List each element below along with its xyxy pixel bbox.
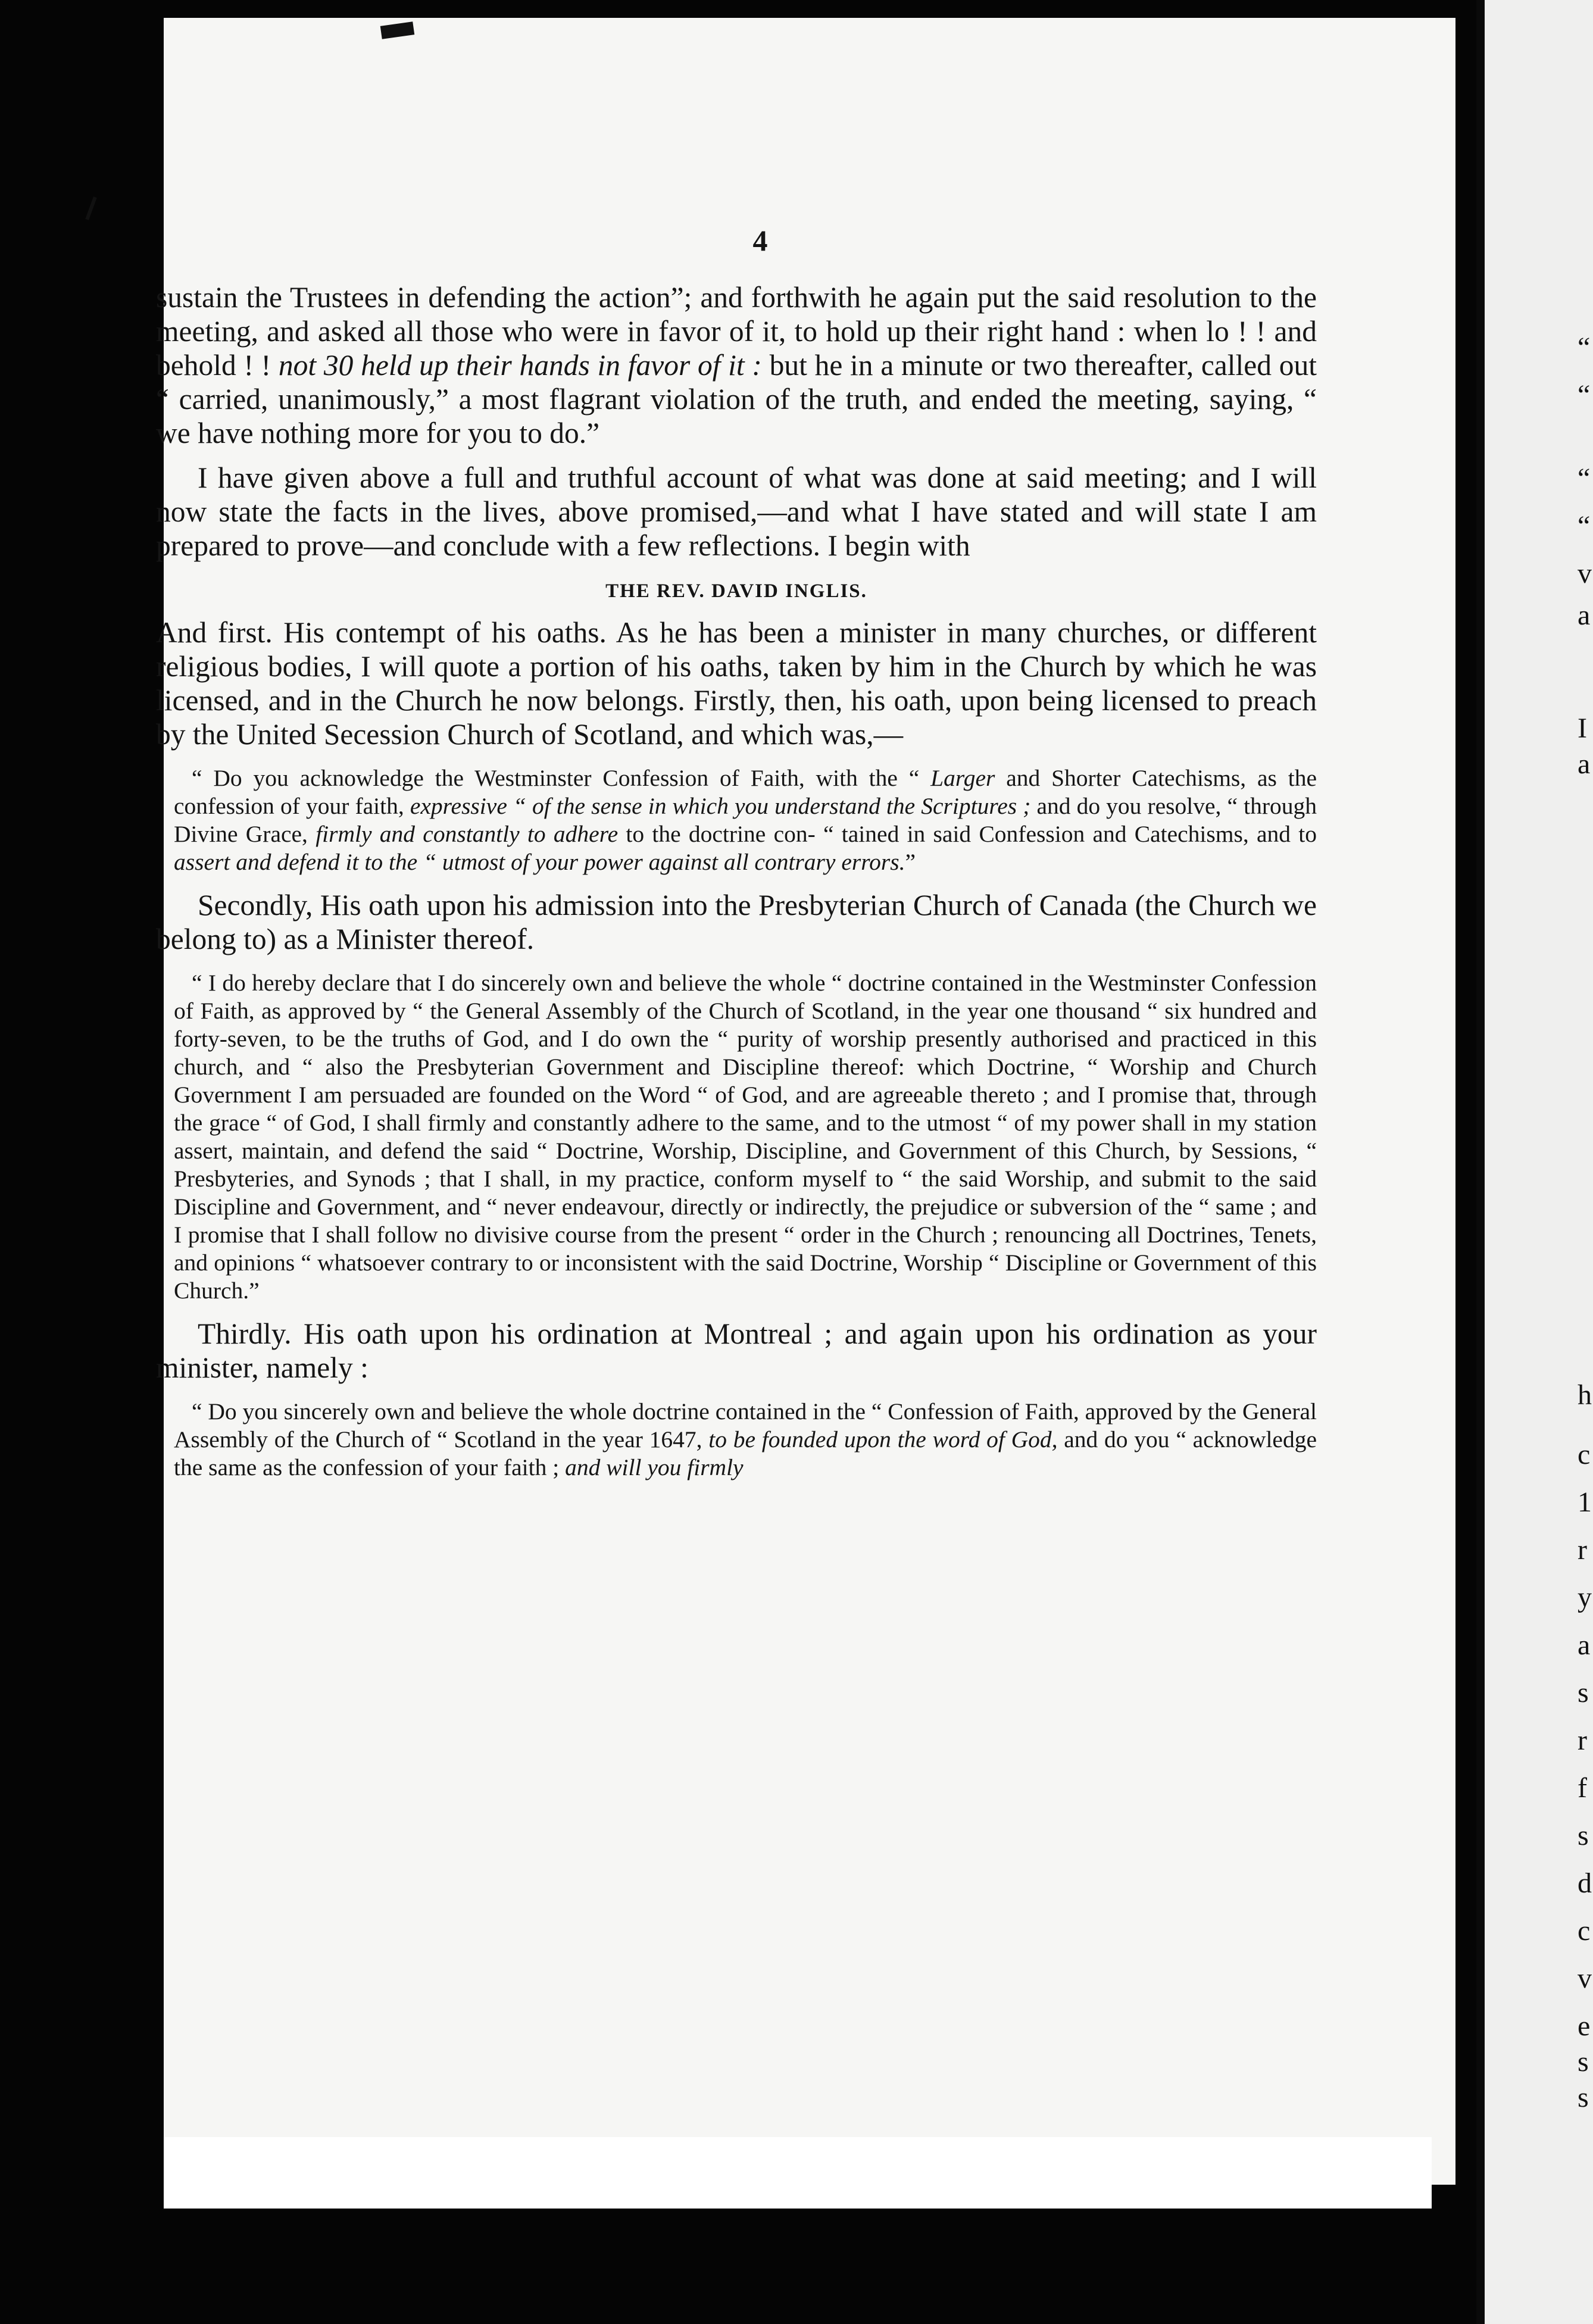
adjacent-page-letter: c [1578,1439,1591,1470]
adjacent-page-letter: I [1578,713,1587,744]
text-segment: and do you resolve, “ through Divine Grace, [174,793,1317,847]
section-heading [156,580,1317,602]
page-bottom-edge [164,2137,1432,2209]
italic-text: and will you firmly [565,1454,744,1480]
text-segment: “ Do you acknowledge the Westminster Confession of Faith, with the “ [192,765,931,791]
body-paragraph [156,616,1317,751]
body-paragraph [156,888,1317,956]
adjacent-page-strip [1476,0,1593,2324]
text-segment: “ I do hereby declare that I do sincerely own and believe the whole “ doctrine contained in the Westminster Confession of Faith, as approved by “ the General Assembly of the Church of Scotland, in the year one thousand “ six hundred and forty-seven, to be the truths of God, and I do own the “ purity of worship presently authorised and practiced in this church, and “ also the Presbyterian Government and Discipline thereof: which Doctrine, “ Worship and Church Government I am persuaded are founded on the Word “ of God, and are agreeable thereto ; and I promise that, through the grace “ of God, I shall firmly and constantly adhere to the same, and to the utmost “ of my power shall in my station assert, maintain, and defend the said “ Doctrine, Worship, Discipline, and Government of this Church, by Sessions, “ Presbyteries, and Synods ; that I shall, in my practice, conform myself to “ the said Worship, and submit to the said Discipline and Government, and “ never endeavour, directly or indirectly, the prejudice or subversion of the “ same ; and I promise that I shall follow no divisive course from the present “ order in the Church ; renouncing all Doctrines, Tenets, and opinions “ whatsoever contrary to or inconsistent with the said Doctrine, Worship “ Discipline or Government of this Church.” [174,970,1317,1304]
body-paragraph [156,280,1317,450]
italic-text: Larger [930,765,995,791]
adjacent-page-letter: h [1578,1379,1592,1411]
text-segment: THE REV. DAVID INGLIS. [605,580,867,602]
adjacent-page-letter: s [1578,2082,1589,2113]
text-segment: Secondly, His oath upon his admission into the Presbyterian Church of Canada (the Church we belong to) as a Minister thereof. [156,889,1317,955]
italic-text: expressive “ of the sense in which you understand the Scriptures ; [410,793,1031,819]
text-segment: And first. His contempt of his oaths. As he has been a minister in many churches, or different religious bodies, I will quote a portion of his oaths, taken by him in the Church by which he was licensed, and in the Church he now belongs. Firstly, then, his oath, upon being licensed to preach by the United Secession Church of Scotland, and which was,— [156,616,1317,751]
text-segment: and do you “ acknowledge the same as the confession of your faith ; [174,1426,1317,1480]
adjacent-page-letter: “ [1578,463,1591,494]
italic-text: firmly and constantly to adhere [316,821,619,847]
page-gutter [1476,0,1485,2324]
quoted-oath [156,1398,1317,1482]
text-flow [156,280,1317,1482]
body-paragraph [156,1317,1317,1385]
adjacent-page-letter: “ [1578,510,1591,542]
adjacent-page-letter: r [1578,1725,1587,1756]
text-segment: ” [905,849,916,875]
adjacent-page-letter: s [1578,2046,1589,2078]
adjacent-page-letter: y [1578,1582,1592,1613]
page-content [156,223,1317,1494]
adjacent-page-letter: a [1578,1629,1591,1661]
text-segment: Thirdly. His oath upon his ordination at Montreal ; and again upon his ordination as your minister, namely : [156,1317,1317,1384]
text-segment: I have given above a full and truthful account of what was done at said meeting; and I will now state the facts in the lives, above promised,—and what I have stated and will state I am prepared to prove—and conclude with a few reflections. I begin with [156,461,1317,562]
adjacent-page-letter: v [1578,558,1592,589]
adjacent-page-letter: “ [1578,379,1591,411]
adjacent-page-letter: f [1578,1772,1587,1804]
text-segment: “ Do you sincerely own and believe the whole doctrine contained in the “ Confession of Faith, approved by the General Assembly of the Church of “ Scotland in the year 1647, [174,1398,1317,1452]
text-segment: sustain the Trustees in defending the action”; and forthwith he again put the said resolution to the meeting, and asked all those who were in favor of it, to hold up their right hand : when lo ! ! and behold ! ! [156,281,1317,382]
adjacent-page-letter: v [1578,1963,1592,1994]
italic-text: assert and defend it to the “ utmost of your power against all contrary errors. [174,849,905,875]
quoted-oath [156,969,1317,1305]
italic-text: not 30 held up their hands in favor of it : [278,349,762,382]
scan-artifact-left [85,196,96,220]
adjacent-page-letter: s [1578,1677,1589,1708]
text-segment: and Shorter Catechisms, as the confession of your faith, [174,765,1317,819]
adjacent-page-letter: a [1578,599,1591,631]
adjacent-page-letter: e [1578,2010,1591,2042]
page-number: 4 [752,224,768,257]
adjacent-page-letter: 1 [1578,1486,1592,1518]
adjacent-page-letter: c [1578,1915,1591,1947]
body-paragraph [156,461,1317,563]
text-segment: to the doctrine con- “ tained in said Confession and Catechisms, and to [618,821,1317,847]
adjacent-page-letter: r [1578,1534,1587,1566]
adjacent-page-letter: d [1578,1867,1592,1899]
adjacent-page-letter: s [1578,1820,1589,1851]
quoted-oath [156,764,1317,876]
adjacent-page-letter: a [1578,748,1591,780]
text-segment: but he in a minute or two thereafter, called out “ carried, unanimously,” a most flagrant violation of the truth, and ended the meeting, saying, “ we have nothing more for you to do.” [156,349,1317,449]
italic-text: to be founded upon the word of God, [708,1426,1058,1452]
adjacent-page-letter: “ [1578,332,1591,363]
